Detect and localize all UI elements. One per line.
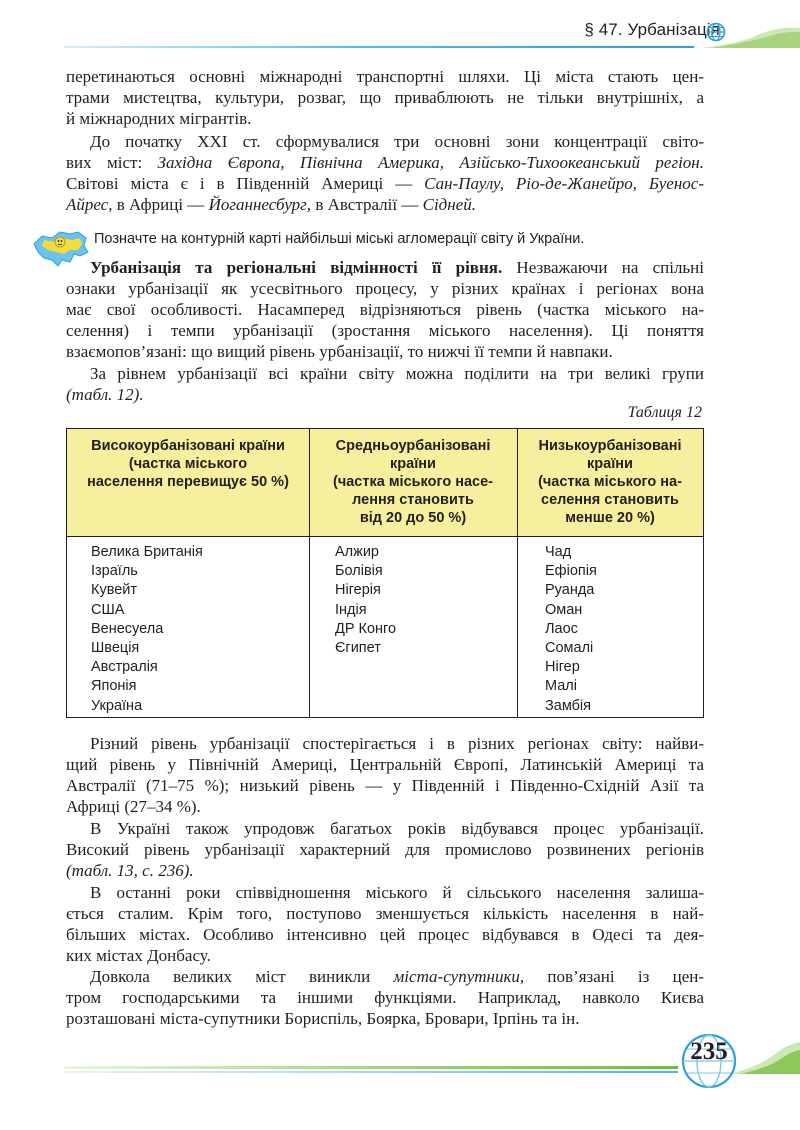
header-line: від 20 до 50 %) [359, 510, 467, 526]
text-line: розташовані міста-супутники Бориспіль, Боярка, Бровари, Ірпінь та ін. [66, 1009, 580, 1028]
text-line: Високий рівень урбанізації характерний для промислово розвинених регіонів [66, 840, 704, 859]
header-line: лення становить [352, 492, 474, 508]
country-item: Алжир [335, 544, 379, 560]
italic-run: (табл. 12). [66, 385, 144, 404]
text-line: щий рівень у Північній Америці, Центральній Європі, Латинській Америці та [66, 755, 704, 774]
text-line [66, 966, 704, 987]
country-item: Швеція [91, 640, 140, 657]
text-line [66, 257, 704, 278]
country-item: ДР Конго [335, 620, 397, 637]
text-run: Світові міста є і в Південній Америці — [66, 174, 425, 193]
text-run: в Австралії — [311, 195, 423, 214]
text-line: перетинаються основні міжнародні транспортні шляхи. Ці міста стають цен- [66, 67, 704, 86]
country-item: Замбія [545, 697, 592, 714]
subsection-heading: Урбанізація та регіональні відмінності її рівня. [90, 258, 503, 277]
text-line: селення) і темпи урбанізації (зростання міського населення). Ці поняття [66, 321, 704, 340]
text-run: , пов’язані із цен- [519, 967, 705, 986]
text-line: До початку XXI ст. сформувалися три основні зони концентрації світо- [90, 132, 704, 151]
text-line: ких містах Донбасу. [66, 946, 211, 965]
header-line: (частка міського [128, 456, 248, 472]
header-line: населення перевищує 50 %) [87, 474, 289, 490]
header-line: країни [390, 456, 436, 472]
text-run: Незважаючи на спільні [502, 258, 705, 277]
high-urbanized-list [91, 543, 203, 716]
table-header-low [517, 429, 703, 537]
paragraph-8 [66, 966, 704, 1029]
country-item: Японія [91, 678, 137, 695]
country-item: Єгипет [335, 640, 381, 657]
section-title: § 47. Урбанізація [584, 20, 720, 39]
text-line: ється сталим. Крім того, поступово зменшується кількість населення в най- [66, 904, 704, 923]
table-header-high [67, 429, 309, 537]
footer-rule [64, 1071, 678, 1073]
paragraph-1 [66, 66, 704, 129]
low-urbanized-list [545, 543, 597, 716]
medium-urbanized-list [335, 543, 396, 658]
italic-run: Сан-Паулу, Ріо-де-Жанейро, Буенос- [424, 174, 704, 193]
globe-icon [706, 22, 726, 42]
country-item: Оман [545, 601, 583, 618]
paragraph-5 [66, 733, 704, 817]
text-line: взаємопов’язані: що вищий рівень урбанізації, то нижчі її темпи й навпаки. [66, 342, 613, 361]
text-line [66, 152, 704, 173]
country-item: Ефіопія [545, 563, 597, 580]
country-item: Нігер [545, 659, 580, 676]
text-line: В останні роки співвідношення міського й сільського населення залиша- [90, 883, 704, 902]
text-line: більших містах. Особливо інтенсивно цей процес відбувався в Одесі та дея- [66, 925, 704, 944]
header-line: Низькоурбанізовані [538, 438, 682, 454]
header-line: (частка міського на- [538, 474, 682, 490]
task-instruction: Позначте на контурній карті найбільші міські агломерації світу й України. [94, 231, 585, 247]
header-line: селення становить [541, 492, 679, 508]
italic-run: Айрес, [66, 195, 113, 214]
country-item: Сомалі [545, 640, 594, 657]
text-line: Різний рівень урбанізації спостерігається і в різних регіонах світу: найви- [90, 734, 704, 753]
table-header-medium [309, 429, 517, 537]
paragraph-2 [66, 131, 704, 215]
text-line [66, 384, 704, 405]
header-line: менше 20 %) [565, 510, 655, 526]
text-line: Африці (27–34 %). [66, 797, 201, 816]
urbanization-table [66, 428, 704, 718]
text-line: тром господарськими та іншими функціями. Наприклад, навколо Києва [66, 988, 704, 1007]
country-item: Чад [545, 544, 572, 560]
italic-run: (табл. 13, с. 236). [66, 861, 194, 880]
italic-run: Сідней. [422, 195, 476, 214]
country-item: Ізраїль [91, 563, 138, 580]
country-item: Нігерія [335, 582, 381, 599]
text-run: вих міст: [66, 153, 158, 172]
header-line: (частка міського насе- [333, 474, 493, 490]
text-line: ознаки урбанізації як усесвітнього процесу, у різних країнах і регіонах вона [66, 279, 704, 298]
table-caption: Таблиця 12 [627, 404, 702, 421]
text-line [66, 860, 704, 881]
country-item: Кувейт [91, 582, 138, 599]
text-run: в Африці — [112, 195, 209, 214]
country-item: Малі [545, 678, 577, 695]
header-line: країни [587, 456, 633, 472]
text-line: має свої особливості. Насамперед відрізняються рівень (частка міського на- [66, 300, 704, 319]
table-divider [309, 429, 310, 717]
text-line: трами мистецтва, культури, розваг, що приваблюють не тільки внутрішніх, а [66, 88, 704, 107]
header-line: Средньоурбанізовані [335, 438, 491, 454]
country-item: Руанда [545, 582, 595, 599]
country-item: Австралія [91, 659, 158, 676]
country-item: Індія [335, 601, 367, 618]
footer-wave-decoration [730, 1040, 800, 1074]
paragraph-4 [66, 363, 704, 405]
paragraph-7 [66, 882, 704, 966]
country-item: Болівія [335, 563, 383, 580]
table-divider [517, 429, 518, 717]
country-item: Венесуела [91, 620, 164, 637]
country-item: США [91, 601, 125, 618]
italic-run: Західна Європа, Північна Америка, Азійсько-Тихоокеанський регіон. [157, 153, 704, 172]
country-item: Лаос [545, 620, 578, 637]
text-line: В Україні також упродовж багатьох років відбувався процес урбанізації. [90, 819, 704, 838]
country-item: Велика Британія [91, 544, 203, 560]
italic-run: міста-супутники [393, 967, 520, 986]
italic-run: Йоганнесбург, [208, 195, 312, 214]
paragraph-3 [66, 257, 704, 362]
text-line: й міжнародних мігрантів. [66, 109, 252, 128]
footer-rule [64, 1066, 678, 1069]
header-rule [64, 46, 694, 48]
paragraph-6 [66, 818, 704, 881]
header-line: Високоурбанізовані країни [91, 438, 285, 454]
text-line [66, 194, 704, 215]
text-line: За рівнем урбанізації всі країни світу можна поділити на три великі групи [90, 364, 704, 383]
country-item: Україна [91, 697, 143, 714]
text-line: Австралії (71–75 %); низький рівень — у Південній і Південно-Східній Азії та [66, 776, 704, 795]
text-run: Довкола великих міст виникли [90, 967, 394, 986]
page-number: 235 [690, 1038, 728, 1065]
text-line [66, 173, 704, 194]
